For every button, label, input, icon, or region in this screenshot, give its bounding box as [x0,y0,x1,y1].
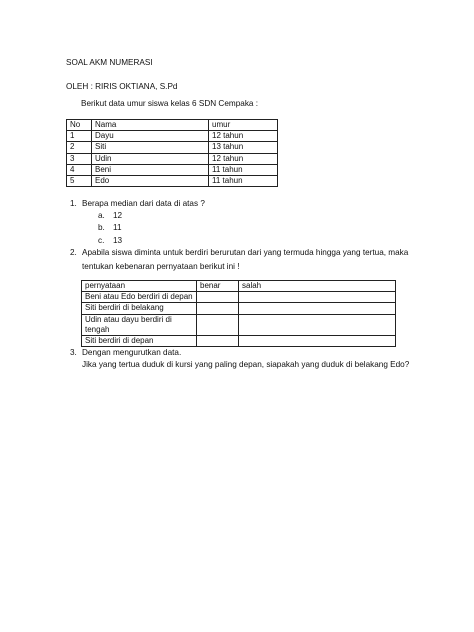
salah-cell[interactable] [239,292,396,303]
statement-cell [82,314,197,335]
table-row [67,131,278,142]
question-2-line-2: tentukan kebenaran pernyataan berikut ini ! [82,262,240,271]
question-3-line-2: Jika yang tertua duduk di kursi yang paling depan, siapakah yang duduk di belakang Edo? [82,360,410,369]
question-3-number: 3. [70,348,77,357]
cell-umur: 11 tahun [209,176,278,187]
cell-umur: 13 tahun [209,142,278,153]
table-row [82,336,396,347]
statement-table [81,280,396,347]
benar-cell[interactable] [197,292,239,303]
header-benar: benar [197,281,239,292]
question-2-number: 2. [70,248,77,257]
header-salah: salah [239,281,396,292]
cell-umur: 12 tahun [209,131,278,142]
cell-nama: Siti [92,142,209,153]
cell-no: 3 [67,153,92,164]
age-table [66,119,278,187]
table-row [82,292,396,303]
table-row [67,176,278,187]
cell-nama: Udin [92,153,209,164]
cell-no: 1 [67,131,92,142]
salah-cell[interactable] [239,303,396,314]
option-c-value: 13 [113,236,123,245]
cell-no: 2 [67,142,92,153]
header-nama: Nama [92,120,209,131]
benar-cell[interactable] [197,336,239,347]
option-a-letter: a. [98,211,105,220]
cell-no: 5 [67,176,92,187]
table-row [67,153,278,164]
statement-line: Udin atau dayu berdiri di [85,314,172,324]
table-row [82,314,396,335]
table-row [67,142,278,153]
statement-cell: Siti berdiri di belakang [82,303,197,314]
table-header-row [82,281,396,292]
header-no: No [67,120,92,131]
document-title: SOAL AKM NUMERASI [66,58,153,67]
salah-cell[interactable] [239,314,396,335]
cell-umur: 12 tahun [209,153,278,164]
question-3-line-1: Dengan mengurutkan data. [82,348,182,357]
question-1-number: 1. [70,199,77,208]
intro-text: Berikut data umur siswa kelas 6 SDN Cempaka : [81,99,259,108]
table-row [82,303,396,314]
benar-cell[interactable] [197,314,239,335]
question-1-text: Berapa median dari data di atas ? [82,199,205,208]
question-2-line-1: Apabila siswa diminta untuk berdiri berurutan dari yang termuda hingga yang tertua, maka [82,248,409,257]
statement-cell: Siti berdiri di depan [82,336,197,347]
option-b-letter: b. [98,223,105,232]
cell-nama: Beni [92,164,209,175]
option-c-letter: c. [98,236,105,245]
author-line: OLEH : RIRIS OKTIANA, S.Pd [66,82,178,91]
cell-nama: Edo [92,176,209,187]
salah-cell[interactable] [239,336,396,347]
cell-umur: 11 tahun [209,164,278,175]
statement-cell: Beni atau Edo berdiri di depan [82,292,197,303]
statement-line: tengah [85,324,110,334]
benar-cell[interactable] [197,303,239,314]
table-row [67,164,278,175]
cell-nama: Dayu [92,131,209,142]
option-b-value: 11 [113,223,122,232]
header-umur: umur [209,120,278,131]
table-header-row [67,120,278,131]
cell-no: 4 [67,164,92,175]
option-a-value: 12 [113,211,123,220]
header-pernyataan: pernyataan [82,281,197,292]
